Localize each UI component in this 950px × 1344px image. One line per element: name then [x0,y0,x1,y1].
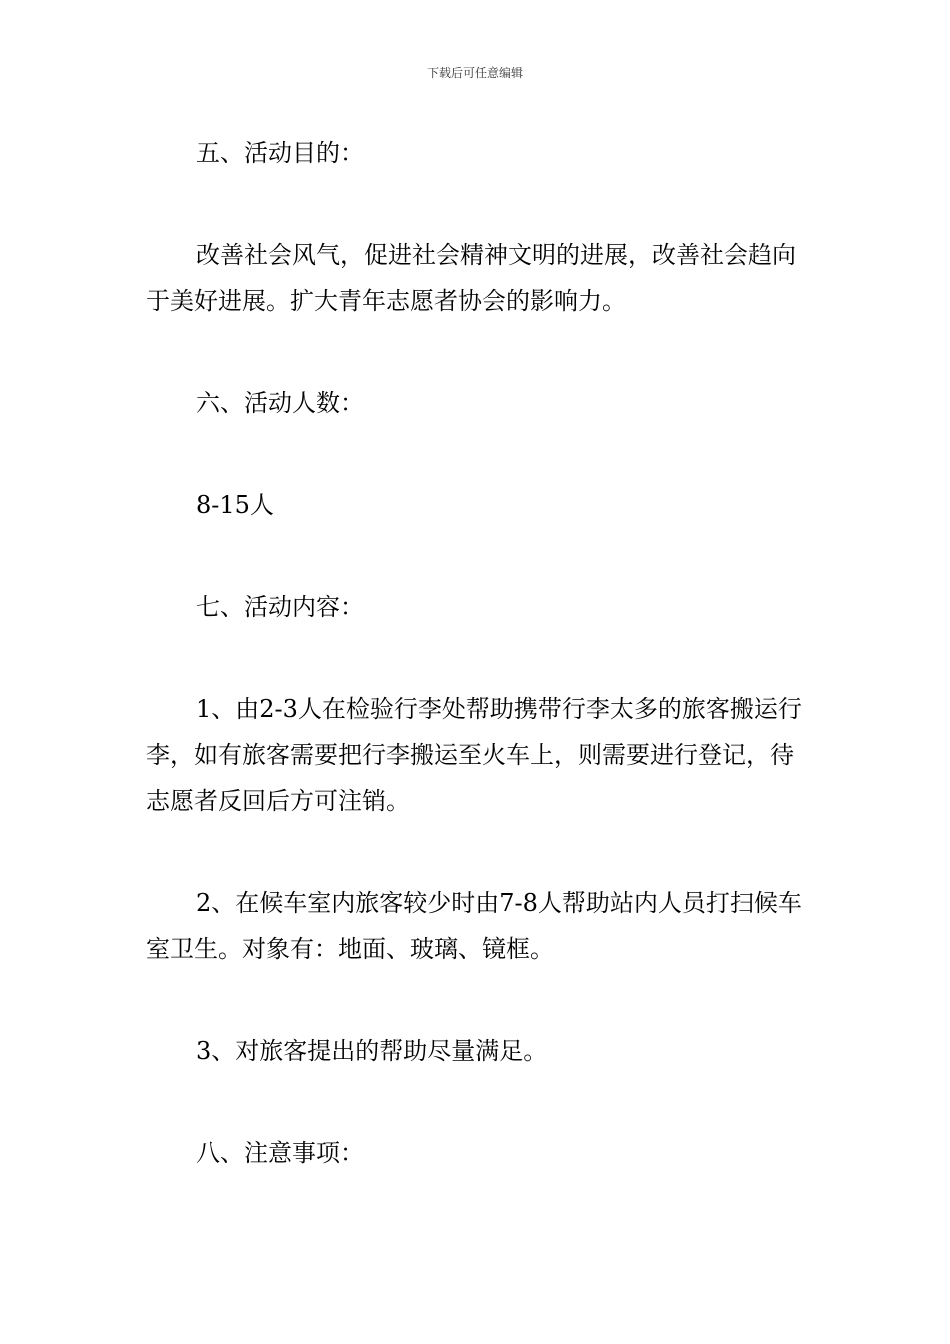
page-header-note: 下载后可任意编辑 [426,66,523,80]
paragraph-purpose: 改善社会风气，促进社会精神文明的进展，改善社会趋向于美好进展。扩大青年志愿者协会的影响力。 [146,241,796,315]
section-heading-headcount: 六、活动人数： [196,389,364,417]
section-heading-purpose: 五、活动目的： [196,139,364,167]
section-heading-notes: 八、注意事项： [196,1139,364,1167]
paragraph-content-item-1: 1、由2-3人在检验行李处帮助携带行李太多的旅客搬运行李，如有旅客需要把行李搬运至火车上，则需要进行登记，待志愿者反回后方可注销。 [146,695,802,815]
paragraph-content-item-2: 2、在候车室内旅客较少时由7-8人帮助站内人员打扫候车室卫生。对象有：地面、玻璃、镜框。 [146,889,802,963]
paragraph-headcount: 8-15人 [196,491,274,519]
document-body [146,130,808,1232]
paragraph-content-item-3: 3、对旅客提出的帮助尽量满足。 [196,1037,548,1065]
section-heading-content: 七、活动内容： [196,593,364,621]
